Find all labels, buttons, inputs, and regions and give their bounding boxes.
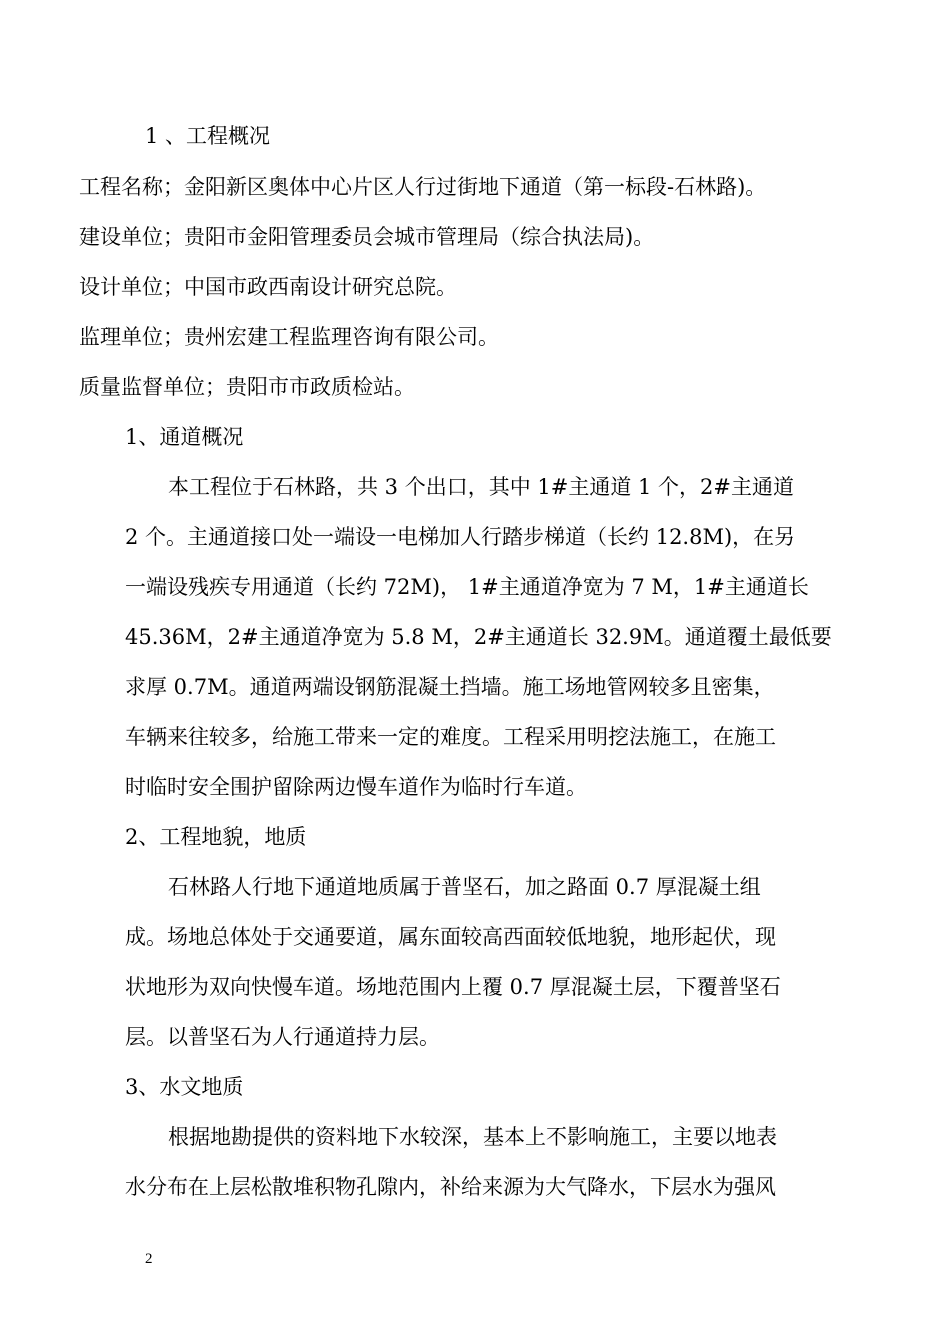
paragraph-line: 水分布在上层松散堆积物孔隙内，补给来源为大气降水，下层水为强风 <box>125 1175 776 1199</box>
paragraph-line: 石林路人行地下通道地质属于普坚石，加之路面 0.7 厚混凝土组 <box>168 875 761 899</box>
section-heading-passage-overview: 1、通道概况 <box>125 425 244 449</box>
paragraph-line: 本工程位于石林路，共 3 个出口，其中 1#主通道 1 个，2#主通道 <box>168 475 795 499</box>
paragraph-line: 45.36M，2#主通道净宽为 5.8 M，2#主通道长 32.9M。通道覆土最低要 <box>125 625 832 649</box>
paragraph-line: 成。场地总体处于交通要道，属东面较高西面较低地貌，地形起伏，现 <box>125 925 776 949</box>
paragraph-line: 2 个。主通道接口处一端设一电梯加人行踏步梯道（长约 12.8M)，在另 <box>125 525 796 549</box>
quality-supervision-line: 质量监督单位；贵阳市市政质检站。 <box>79 375 415 399</box>
project-name-line: 工程名称；金阳新区奥体中心片区人行过街地下通道（第一标段-石林路)。 <box>79 175 767 199</box>
paragraph-line: 求厚 0.7M。通道两端设钢筋混凝土挡墙。施工场地管网较多且密集， <box>125 675 775 699</box>
section-heading-landform-geology: 2、工程地貌，地质 <box>125 825 307 849</box>
design-unit-line: 设计单位；中国市政西南设计研究总院。 <box>79 275 457 299</box>
paragraph-line: 层。以普坚石为人行通道持力层。 <box>125 1025 440 1049</box>
paragraph-line: 状地形为双向快慢车道。场地范围内上覆 0.7 厚混凝土层，下覆普坚石 <box>125 975 781 999</box>
paragraph-line: 一端设残疾专用通道（长约 72M)， 1#主通道净宽为 7 M，1#主通道长 <box>125 575 809 599</box>
paragraph-line: 根据地勘提供的资料地下水较深，基本上不影响施工，主要以地表 <box>168 1125 777 1149</box>
construction-unit-line: 建设单位；贵阳市金阳管理委员会城市管理局（综合执法局)。 <box>79 225 655 249</box>
paragraph-line: 时临时安全围护留除两边慢车道作为临时行车道。 <box>125 775 587 799</box>
page-number: 2 <box>145 1251 153 1267</box>
section-heading-hydrogeology: 3、水文地质 <box>125 1075 244 1099</box>
supervision-unit-line: 监理单位；贵州宏建工程监理咨询有限公司。 <box>79 325 499 349</box>
paragraph-line: 车辆来往较多，给施工带来一定的难度。工程采用明挖法施工，在施工 <box>125 725 776 749</box>
section-heading-project-overview: 1 、工程概况 <box>145 124 271 148</box>
